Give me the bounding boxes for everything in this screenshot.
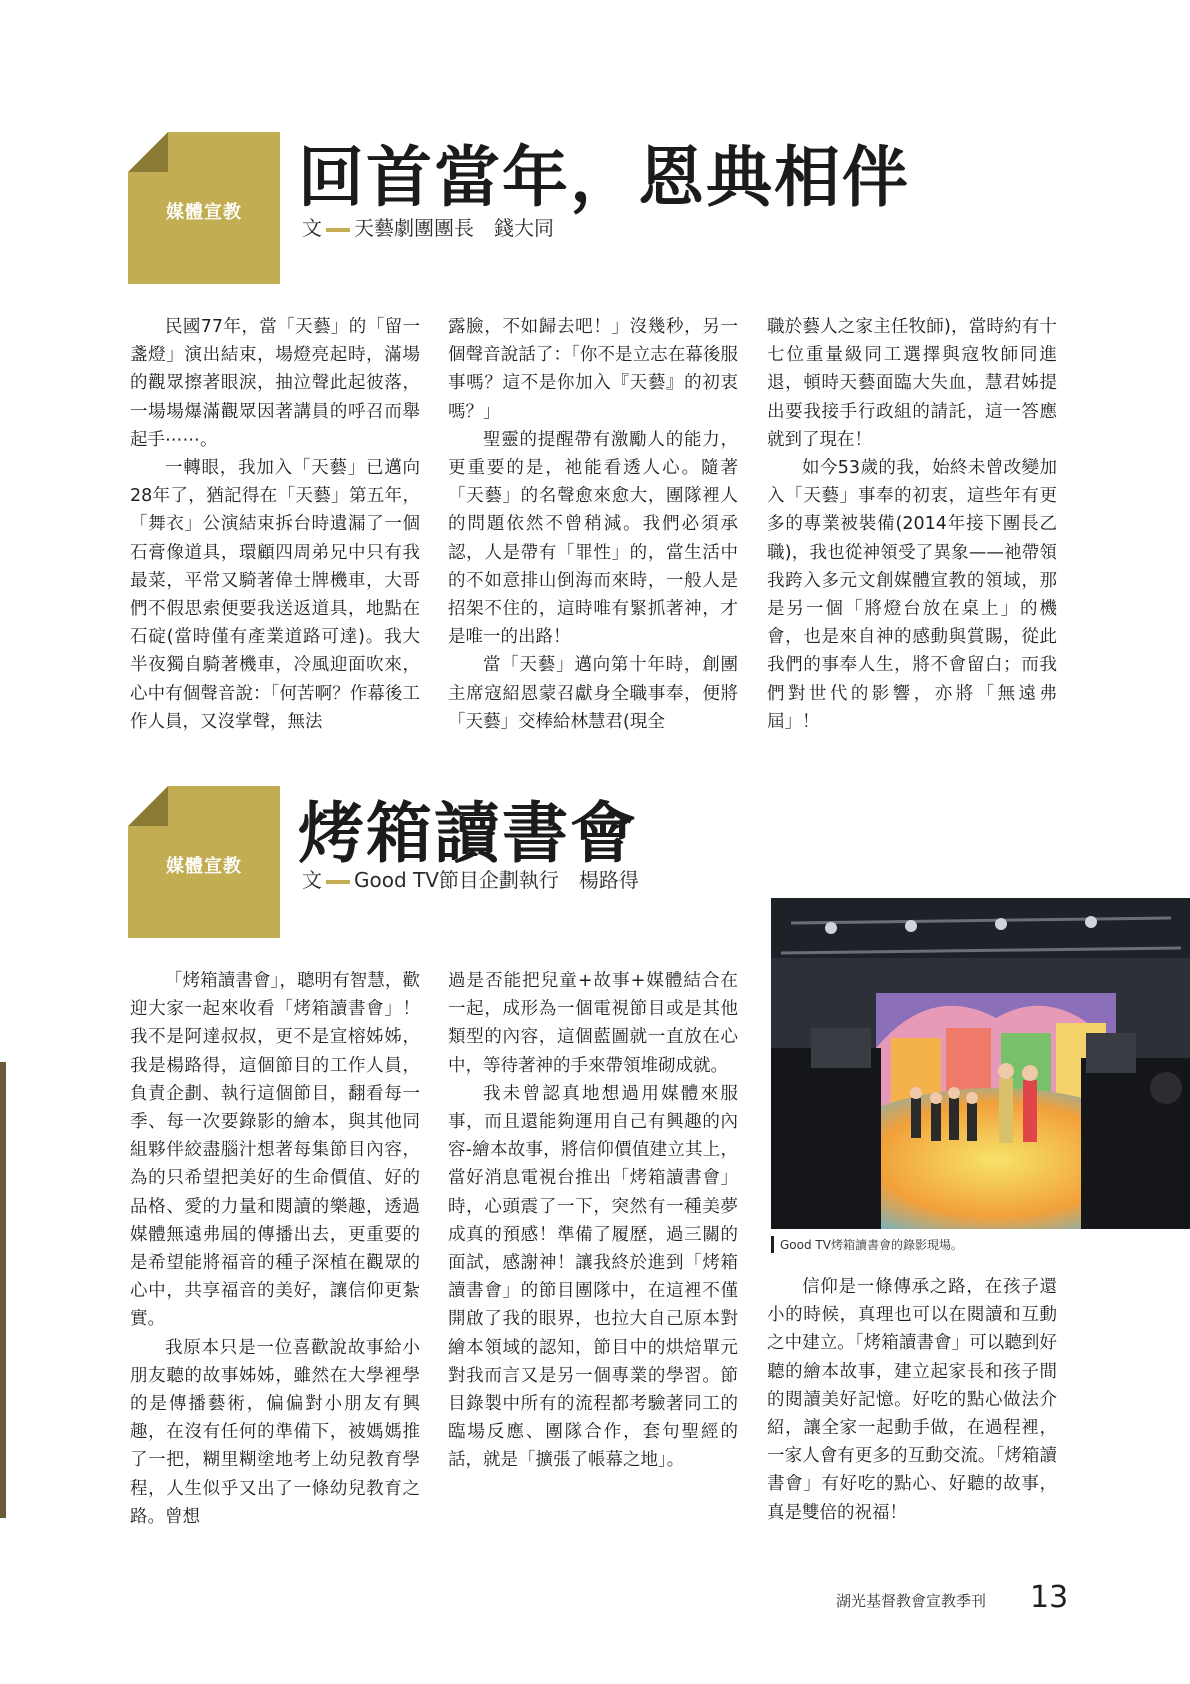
- section-tag-label: 媒體宣教: [166, 202, 242, 223]
- paragraph: 聖靈的提醒帶有激勵人的能力，更重要的是，祂能看透人心。隨著「天藝」的名聲愈來愈大，團隊裡人的問題依然不曾稍減。我們必須承認，人是帶有「罪性」的，當生活中的不如意排山倒海而來時，一般人是招架不住的，這時唯有緊抓著神，才是唯一的出路！: [448, 429, 738, 648]
- section-tag-label: 媒體宣教: [166, 856, 242, 877]
- article-byline: [302, 864, 639, 893]
- paragraph: 當「天藝」邁向第十年時，創團主席寇紹恩蒙召獻身全職事奉，便將「天藝」交棒給林慧君(現全: [448, 655, 738, 732]
- byline-prefix: 文: [302, 868, 322, 892]
- article1-column-3: [767, 313, 1057, 736]
- byline-dash: [326, 228, 350, 232]
- tag-fold-corner: [128, 786, 168, 826]
- article2-column-3: [767, 1273, 1057, 1527]
- publication-name: 湖光基督教會宣教季刊: [836, 1592, 987, 1610]
- paragraph: 過是否能把兒童+故事+媒體結合在一起，成形為一個電視節目或是其他類型的內容，這個藍圖就一直放在心中，等待著神的手來帶領堆砌成就。: [448, 971, 738, 1076]
- page-number: 13: [1030, 1580, 1069, 1615]
- paragraph: 我未曾認真地想過用媒體來服事，而且還能夠運用自己有興趣的內容-繪本故事，將信仰價值建立其上，當好消息電視台推出「烤箱讀書會」時，心頭震了一下，突然有一種美夢成真的預感！準備了履歷，過三關的面試，感謝神！讓我終於進到「烤箱讀書會」的節目團隊中，在這裡不僅開啟了我的眼界，也拉大自己原本對繪本領域的認知，節目中的烘焙單元對我而言又是另一個專業的學習。節目錄製中所有的流程都考驗著同工的臨場反應、團隊合作，套句聖經的話，就是「擴張了帳幕之地」。: [448, 1083, 738, 1471]
- article2-column-1: [130, 967, 420, 1531]
- paragraph: 我原本只是一位喜歡說故事給小朋友聽的故事姊姊，雖然在大學裡學的是傳播藝術，偏偏對小朋友有興趣，在沒有任何的準備下，被媽媽推了一把，糊里糊塗地考上幼兒教育學程，人生似乎又出了一條幼兒教育之路。曾想: [130, 1337, 420, 1527]
- article-title: 烤箱讀書會: [298, 795, 638, 872]
- tag-fold-corner: [128, 132, 168, 172]
- paragraph: 露臉，不如歸去吧！」沒幾秒，另一個聲音說話了：「你不是立志在幕後服事嗎？這不是你加入『天藝』的初衷嗎？」: [448, 317, 738, 422]
- article-title: 回首當年，恩典相伴: [298, 139, 910, 216]
- article1-column-1: [130, 313, 420, 736]
- section-tag-box: [128, 786, 280, 938]
- article1-column-2: [448, 313, 738, 736]
- studio-photo: [771, 898, 1190, 1229]
- photo-caption: Good TV烤箱讀書會的錄影現場。: [771, 1236, 963, 1253]
- byline-author: Good TV節目企劃執行 楊路得: [354, 868, 639, 892]
- article-byline: [302, 212, 554, 241]
- paragraph: 「烤箱讀書會」，聰明有智慧，歡迎大家一起來收看「烤箱讀書會」！我不是阿達叔叔，更不是宣榕姊姊，我是楊路得，這個節目的工作人員，負責企劃、執行這個節目，翻看每一季、每一次要錄影的繪本，與其他同組夥伴絞盡腦汁想著每集節目內容，為的只希望把美好的生命價值、好的品格、愛的力量和閱讀的樂趣，透過媒體無遠弗屆的傳播出去，更重要的是希望能將福音的種子深植在觀眾的心中，共享福音的美好，讓信仰更紮實。: [130, 971, 420, 1330]
- studio-photo-illustration: [771, 898, 1190, 1229]
- article2-column-2: [448, 967, 738, 1475]
- paragraph: 民國77年，當「天藝」的「留一盞燈」演出結束，場燈亮起時，滿場的觀眾擦著眼淚，抽泣聲此起彼落，一場場爆滿觀眾因著講員的呼召而舉起手⋯⋯。: [130, 317, 420, 450]
- adjacent-page-photo-edge: [0, 1062, 6, 1518]
- paragraph: 一轉眼，我加入「天藝」已邁向28年了，猶記得在「天藝」第五年，「舞衣」公演結束拆台時遺漏了一個石膏像道具，環顧四周弟兄中只有我最菜，平常又騎著偉士牌機車，大哥們不假思索便要我送返道具，地點在石碇(當時僅有產業道路可達)。我大半夜獨自騎著機車，冷風迎面吹來，心中有個聲音說：「何苦啊？作幕後工作人員，又沒掌聲，無法: [130, 458, 420, 732]
- byline-prefix: 文: [302, 216, 322, 240]
- paragraph: 如今53歲的我，始終未曾改變加入「天藝」事奉的初衷，這些年有更多的專業被裝備(2014年接下團長乙職)，我也從神領受了異象——祂帶領我跨入多元文創媒體宣教的領域，那是另一個「將燈台放在桌上」的機會，也是來自神的感動與賞賜，從此我們的事奉人生，將不會留白；而我們對世代的影響，亦將「無遠弗屆」！: [767, 458, 1057, 732]
- byline-dash: [326, 880, 350, 884]
- section-tag-box: [128, 132, 280, 284]
- paragraph: 信仰是一條傳承之路，在孩子還小的時候，真理也可以在閱讀和互動之中建立。「烤箱讀書會」可以聽到好聽的繪本故事，建立起家長和孩子間的閱讀美好記憶。好吃的點心做法介紹，讓全家一起動手做，在過程裡，一家人會有更多的互動交流。「烤箱讀書會」有好吃的點心、好聽的故事，真是雙倍的祝福！: [767, 1277, 1057, 1523]
- paragraph: 職於藝人之家主任牧師)，當時約有十七位重量級同工選擇與寇牧師同進退，頓時天藝面臨大失血，慧君姊提出要我接手行政組的請託，這一答應就到了現在！: [767, 317, 1057, 450]
- byline-author: 天藝劇團團長 錢大同: [354, 216, 554, 240]
